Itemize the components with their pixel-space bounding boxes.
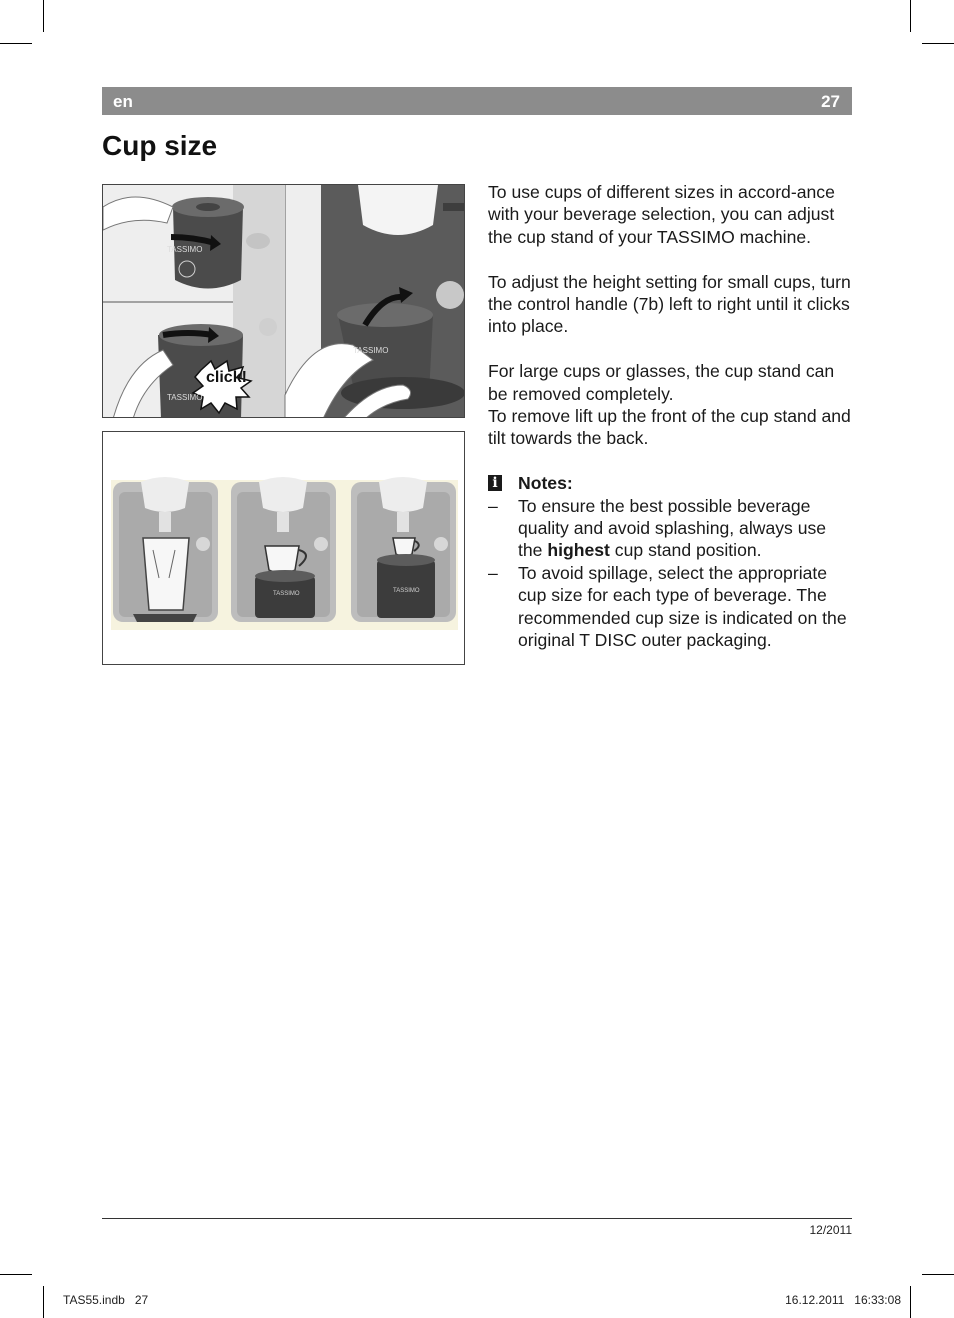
click-label: click! bbox=[206, 369, 247, 386]
machine-cup-stand bbox=[231, 477, 336, 622]
footer-rule bbox=[102, 1218, 852, 1219]
paragraph: To remove lift up the front of the cup stand and tilt towards the back. bbox=[488, 406, 851, 449]
crop-mark bbox=[0, 1274, 32, 1275]
machine-tall-glass bbox=[113, 477, 218, 622]
crop-mark bbox=[43, 1286, 44, 1318]
brand-label: TASSIMO bbox=[167, 245, 203, 254]
paragraph: For large cups or glasses, the cup stand can be removed completely. bbox=[488, 361, 835, 404]
note-item: – To ensure the best possible beverage quality and avoid splashing, always use the highest cup stand position. bbox=[488, 495, 827, 561]
crop-mark bbox=[922, 1274, 954, 1275]
crop-mark bbox=[910, 0, 911, 32]
cup-size-options-illustration bbox=[102, 431, 465, 665]
brand-label: TASSIMO bbox=[353, 346, 389, 355]
print-timestamp bbox=[785, 1293, 901, 1307]
machine-espresso-stand bbox=[351, 477, 456, 622]
note-item: – To avoid spillage, select the appropriate cup size for each type of beverage. The recommended cup size is indicated on the original T DISC outer packaging. bbox=[488, 562, 847, 651]
info-icon: i bbox=[488, 475, 502, 491]
paragraph: To use cups of different sizes in accord-ance with your beverage selection, you can adjust the cup stand of your TASSIMO machine. bbox=[488, 182, 835, 247]
crop-mark bbox=[0, 43, 32, 44]
instructions-text bbox=[488, 181, 854, 651]
notes-heading bbox=[488, 472, 854, 494]
dash-bullet: – bbox=[488, 495, 498, 516]
language-code: en bbox=[113, 92, 133, 111]
notes-title: Notes: bbox=[518, 473, 573, 494]
paragraph: To adjust the height setting for small cups, turn the control handle (7b) left to right until it clicks into place. bbox=[488, 271, 851, 337]
dash-bullet: – bbox=[488, 562, 498, 583]
print-time: 16:33:08 bbox=[854, 1293, 901, 1307]
page-title: Cup size bbox=[102, 130, 218, 161]
page-header bbox=[102, 87, 852, 115]
brand-label: TASSIMO bbox=[167, 393, 203, 402]
brand-label: TASSIMO bbox=[273, 591, 300, 597]
brand-label: TASSIMO bbox=[393, 588, 420, 594]
emphasis: highest bbox=[547, 540, 610, 561]
footer-date: 12/2011 bbox=[809, 1223, 852, 1237]
cup-stand-adjust-illustration bbox=[102, 184, 465, 418]
print-date: 16.12.2011 bbox=[785, 1293, 845, 1307]
file-slug: TAS55.indb 27 bbox=[63, 1293, 149, 1307]
page-number: 27 bbox=[821, 92, 840, 111]
crop-mark bbox=[910, 1286, 911, 1318]
crop-mark bbox=[43, 0, 44, 32]
crop-mark bbox=[922, 43, 954, 44]
